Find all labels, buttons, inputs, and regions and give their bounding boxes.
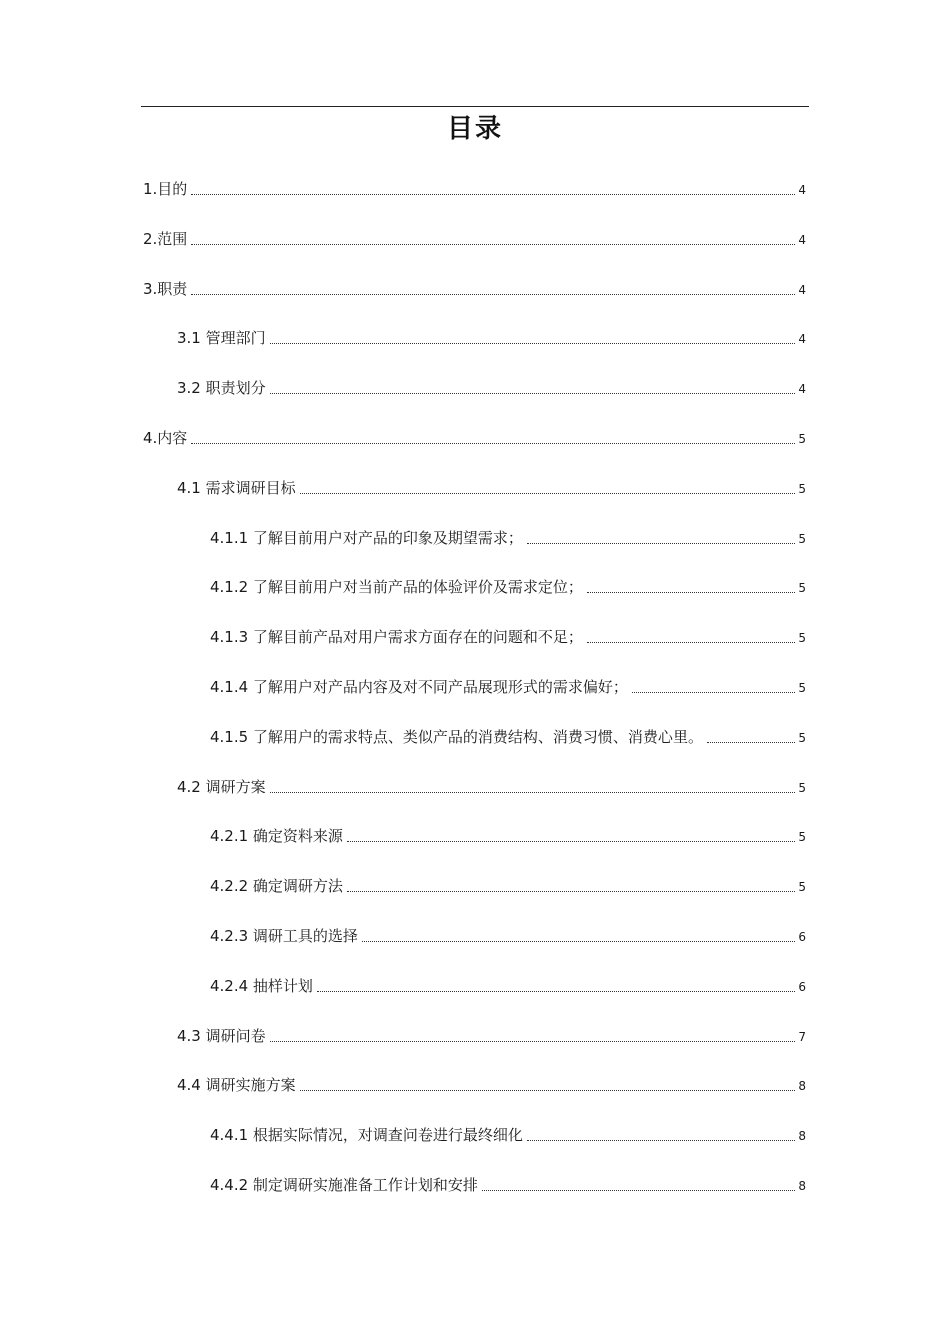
toc-entry-page-number: 4 — [798, 183, 806, 197]
toc-entry-label: 4.内容 — [143, 429, 188, 447]
toc-entry-label: 4.1.3 了解目前产品对用户需求方面存在的问题和不足； — [210, 628, 583, 646]
toc-entry[interactable] — [177, 325, 806, 349]
toc-entry[interactable] — [143, 226, 806, 250]
toc-entry[interactable] — [210, 674, 806, 698]
toc-entry[interactable] — [210, 624, 806, 648]
toc-entry-page-number: 8 — [798, 1129, 806, 1143]
toc-leader-dots — [270, 343, 795, 344]
toc-entry[interactable] — [143, 276, 806, 300]
toc-entry[interactable] — [210, 1172, 806, 1196]
toc-entry[interactable] — [210, 1122, 806, 1146]
toc-entry-page-number: 5 — [798, 432, 806, 446]
toc-entry[interactable] — [210, 873, 806, 897]
toc-entry[interactable] — [177, 1072, 806, 1096]
toc-leader-dots — [527, 543, 795, 544]
toc-leader-dots — [191, 194, 795, 195]
toc-leader-dots — [587, 592, 795, 593]
toc-leader-dots — [482, 1190, 795, 1191]
toc-entry-label: 2.范围 — [143, 230, 188, 248]
toc-entry-page-number: 5 — [798, 731, 806, 745]
toc-leader-dots — [362, 941, 795, 942]
toc-entry-label: 3.2 职责划分 — [177, 379, 266, 397]
toc-entry-page-number: 5 — [798, 631, 806, 645]
toc-entry[interactable] — [143, 425, 806, 449]
toc-entry-page-number: 8 — [798, 1179, 806, 1193]
toc-entry-label: 4.1.1 了解目前用户对产品的印象及期望需求； — [210, 529, 523, 547]
toc-leader-dots — [707, 742, 795, 743]
toc-leader-dots — [632, 692, 795, 693]
toc-entry-page-number: 5 — [798, 681, 806, 695]
toc-entry-label: 4.3 调研问卷 — [177, 1027, 266, 1045]
toc-entry[interactable] — [210, 574, 806, 598]
toc-entry[interactable] — [210, 973, 806, 997]
toc-entry-label: 4.4.2 制定调研实施准备工作计划和安排 — [210, 1176, 478, 1194]
toc-leader-dots — [191, 244, 795, 245]
toc-entry-label: 4.1 需求调研目标 — [177, 479, 296, 497]
toc-entry-label: 4.4.1 根据实际情况，对调查问卷进行最终细化 — [210, 1126, 523, 1144]
toc-entry[interactable] — [210, 823, 806, 847]
toc-leader-dots — [270, 1041, 795, 1042]
toc-entry[interactable] — [177, 375, 806, 399]
toc-leader-dots — [317, 991, 795, 992]
toc-entry-label: 3.职责 — [143, 280, 188, 298]
toc-entry-page-number: 5 — [798, 581, 806, 595]
toc-entry[interactable] — [177, 475, 806, 499]
toc-entry-page-number: 4 — [798, 332, 806, 346]
toc-leader-dots — [300, 493, 795, 494]
toc-entry-page-number: 6 — [798, 980, 806, 994]
toc-entry-page-number: 5 — [798, 880, 806, 894]
toc-entry-label: 4.1.2 了解目前用户对当前产品的体验评价及需求定位； — [210, 578, 583, 596]
toc-leader-dots — [270, 393, 795, 394]
toc-entry-page-number: 7 — [798, 1030, 806, 1044]
toc-entry-page-number: 5 — [798, 830, 806, 844]
toc-leader-dots — [300, 1090, 795, 1091]
toc-entry-page-number: 4 — [798, 382, 806, 396]
toc-entry-label: 4.2 调研方案 — [177, 778, 266, 796]
toc-leader-dots — [347, 891, 795, 892]
toc-entry-page-number: 5 — [798, 532, 806, 546]
toc-entry[interactable] — [143, 176, 806, 200]
toc-entry-label: 4.4 调研实施方案 — [177, 1076, 296, 1094]
toc-entry-label: 3.1 管理部门 — [177, 329, 266, 347]
toc-entry-label: 1.目的 — [143, 180, 188, 198]
toc-entry-label: 4.2.2 确定调研方法 — [210, 877, 343, 895]
toc-entry-label: 4.2.4 抽样计划 — [210, 977, 313, 995]
toc-leader-dots — [527, 1140, 795, 1141]
toc-entry-page-number: 5 — [798, 781, 806, 795]
toc-entry-label: 4.1.5 了解用户的需求特点、类似产品的消费结构、消费习惯、消费心里。 — [210, 728, 703, 746]
toc-entry-label: 4.2.1 确定资料来源 — [210, 827, 343, 845]
toc-leader-dots — [270, 792, 795, 793]
toc-entry-page-number: 4 — [798, 233, 806, 247]
toc-entry[interactable] — [210, 525, 806, 549]
toc-entry[interactable] — [210, 724, 806, 748]
toc-leader-dots — [587, 642, 795, 643]
toc-leader-dots — [347, 841, 795, 842]
toc-entry-label: 4.1.4 了解用户对产品内容及对不同产品展现形式的需求偏好； — [210, 678, 628, 696]
toc-entry-page-number: 8 — [798, 1079, 806, 1093]
toc-entry-page-number: 6 — [798, 930, 806, 944]
page-title: 目录 — [446, 114, 503, 144]
toc-leader-dots — [191, 443, 795, 444]
header-rule — [141, 106, 809, 107]
toc-entry[interactable] — [177, 1023, 806, 1047]
toc-entry-page-number: 5 — [798, 482, 806, 496]
toc-entry[interactable] — [177, 774, 806, 798]
toc-leader-dots — [191, 294, 795, 295]
toc-entry-label: 4.2.3 调研工具的选择 — [210, 927, 358, 945]
toc-entry[interactable] — [210, 923, 806, 947]
toc-entry-page-number: 4 — [798, 283, 806, 297]
